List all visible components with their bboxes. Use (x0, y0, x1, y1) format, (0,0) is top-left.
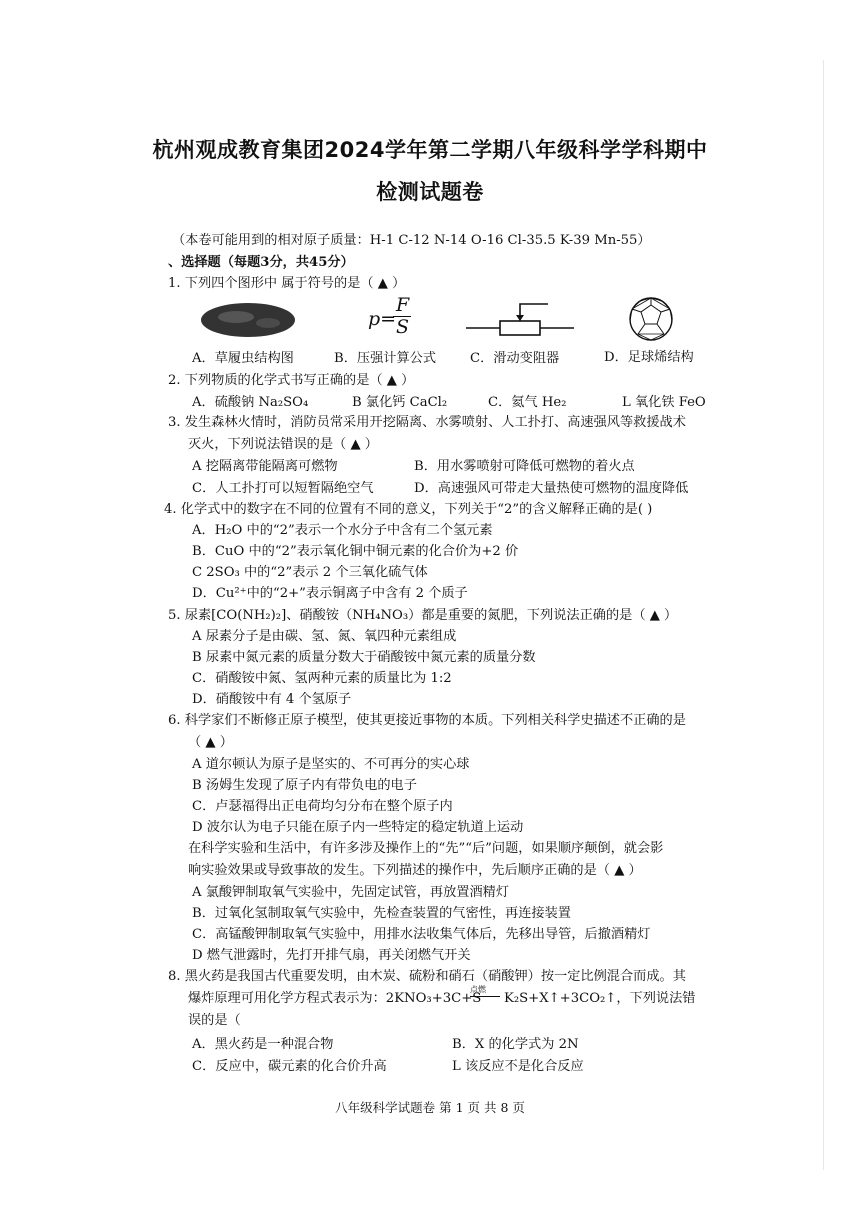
q4-option-c: C 2SO₃ 中的“2”表示 2 个三氧化硫气体 (192, 565, 428, 580)
q1-option-b: B．压强计算公式 (334, 351, 437, 366)
q8-option-d: L 该反应不是化合反应 (452, 1059, 584, 1074)
q1-stem: 1. 下列四个图形中 属于符号的是（ ▲ ） (168, 276, 406, 291)
q3-option-a: A 挖隔离带能隔离可燃物 (192, 459, 338, 474)
q3-option-b: B．用水雾喷射可降低可燃物的着火点 (414, 459, 635, 474)
rheostat-symbol (466, 298, 574, 338)
q1-option-d: D．足球烯结构 (604, 350, 694, 365)
fullerene-structure (628, 296, 674, 342)
q8-option-a: A．黑火药是一种混合物 (192, 1037, 334, 1052)
q6-stem-line2: （ ▲ ） (188, 735, 233, 750)
q5-option-c: C．硝酸铵中氮、氢两种元素的质量比为 1:2 (192, 671, 452, 686)
q3-stem-line2: 灭火，下列说法错误的是（ ▲ ） (188, 437, 378, 452)
q8-reaction-condition: 点燃 (470, 985, 486, 994)
q1-option-a: A．草履虫结构图 (192, 351, 294, 366)
q2-option-a: A．硫酸钠 Na₂SO₄ (192, 395, 309, 410)
q5-option-d: D．硝酸铵中有 4 个氢原子 (192, 692, 352, 707)
q3-option-c: C．人工扑打可以短暂隔绝空气 (192, 481, 374, 496)
q8-stem-line2a: 爆炸原理可用化学方程式表示为：2KNO₃+3C+S (188, 991, 482, 1006)
q2-option-c: C．氦气 He₂ (488, 395, 567, 410)
q3-option-d: D．高速强风可带走大量热使可燃物的温度降低 (414, 481, 689, 496)
q4-stem: 4. 化学式中的数字在不同的位置有不同的意义，下列关于“2”的含义解释正确的是( ) (164, 502, 653, 517)
q8-option-b: B．X 的化学式为 2N (452, 1037, 579, 1052)
q5-option-a: A 尿素分子是由碳、氢、氮、氧四种元素组成 (192, 629, 457, 644)
q7-option-c: C．高锰酸钾制取氧气实验中，用排水法收集气体后，先移出导管，后撤酒精灯 (192, 927, 651, 942)
q8-stem-line2b: K₂S+X↑+3CO₂↑，下列说法错 (504, 991, 696, 1006)
q6-option-a: A 道尔顿认为原子是坚实的、不可再分的实心球 (192, 757, 470, 772)
paramecium-figure (198, 300, 298, 344)
exam-title-line2: 检测试题卷 (376, 180, 484, 204)
q7-stem-line1: 在科学实验和生活中，有许多涉及操作上的“先”“后”问题，如果顺序颠倒，就会影 (188, 841, 664, 856)
q7-option-d: D 燃气泄露时，先打开排气扇，再关闭燃气开关 (192, 948, 471, 963)
q5-stem: 5. 尿素[CO(NH₂)₂]、硝酸铵（NH₄NO₃）都是重要的氮肥，下列说法正确的是（ ▲ ） (168, 608, 678, 623)
scan-edge-line (823, 60, 824, 1170)
q7-option-a: A 氯酸钾制取氧气实验中，先固定试管，再放置酒精灯 (192, 885, 510, 900)
q2-option-d: L 氧化铁 FeO (622, 395, 706, 410)
q8-reaction-arrow (470, 996, 500, 997)
q6-option-c: C．卢瑟福得出正电荷均匀分布在整个原子内 (192, 799, 453, 814)
q5-option-b: B 尿素中氮元素的质量分数大于硝酸铵中氮元素的质量分数 (192, 650, 536, 665)
q8-stem-line3: 误的是（ (188, 1013, 241, 1028)
q2-stem: 2. 下列物质的化学式书写正确的是（ ▲ ） (168, 373, 415, 388)
q1-option-c: C．滑动变阻器 (470, 351, 560, 366)
q6-option-d: D 波尔认为电子只能在原子内一些特定的稳定轨道上运动 (192, 820, 524, 835)
q8-option-c: C．反应中，碳元素的化合价升高 (192, 1059, 387, 1074)
q4-option-b: B．CuO 中的“2”表示氧化铜中铜元素的化合价为+2 价 (192, 544, 519, 559)
q6-stem-line1: 6. 科学家们不断修正原子模型，使其更接近事物的本质。下列相关科学史描述不正确的是 (168, 713, 686, 728)
q6-option-b: B 汤姆生发现了原子内有带负电的电子 (192, 778, 417, 793)
q7-option-b: B．过氧化氢制取氧气实验中，先检查装置的气密性，再连接装置 (192, 906, 571, 921)
exam-page: 杭州观成教育集团2024学年第二学期八年级科学学科期中 检测试题卷 （本卷可能用到的相对原子质量：H-1 C-12 N-14 O-16 Cl-35.5 K-39 Mn-55） 、选择题（每题3分，共45分） 1. 下列四个图形中 属于符号的是（ ▲ ） p= F S A．草履虫结构图 B．压强计算公式 C．滑动变阻器 D．足球烯结构 2. 下列物质的化学式书写正确的是（ ▲ ） A．硫酸钠 Na₂SO₄ B 氯化钙 CaCl₂ C．氦气 He₂ L 氧化铁 FeO 3. 发生森林火情时，消防员常采用开挖隔离、水雾喷射、人工扑打、高速强风等救援战术 灭火，下列说法错误的是（ ▲ ） A 挖隔离带能隔离可燃物 B．用水雾喷射可降低可燃物的着火点 C．人工扑打可以短暂隔绝空气 D．高速强风可带走大量热使可燃物的温度降低 4. 化学式中的数字在不同的位置有不同的意义，下列关于“2”的含义解释正确的是( ) A．H₂O 中的“2”表示一个水分子中含有二个氢元素 B．CuO 中的“2”表示氧化铜中铜元素的化合价为+2 价 C 2SO₃ 中的“2”表示 2 个三氧化硫气体 D．Cu²⁺中的“2+”表示铜离子中含有 2 个质子 5. 尿素[CO(NH₂)₂]、硝酸铵（NH₄NO₃）都是重要的氮肥，下列说法正确的是（ ▲ ） A 尿素分子是由碳、氢、氮、氧四种元素组成 B 尿素中氮元素的质量分数大于硝酸铵中氮元素的质量分数 C．硝酸铵中氮、氢两种元素的质量比为 1:2 D．硝酸铵中有 4 个氢原子 6. 科学家们不断修正原子模型，使其更接近事物的本质。下列相关科学史描述不正确的是 （ ▲ ） A 道尔顿认为原子是坚实的、不可再分的实心球 B 汤姆生发现了原子内有带负电的电子 C．卢瑟福得出正电荷均匀分布在整个原子内 D 波尔认为电子只能在原子内一些特定的稳定轨道上运动 在科学实验和生活中，有许多涉及操作上的“先”“后”问题，如果顺序颠倒，就会影 响实验效果或导致事故的发生。下列描述的操作中，先后顺序正确的是（ ▲ ） A 氯酸钾制取氧气实验中，先固定试管，再放置酒精灯 B．过氧化氢制取氧气实验中，先检查装置的气密性，再连接装置 C．高锰酸钾制取氧气实验中，用排水法收集气体后，先移出导管，后撤酒精灯 D 燃气泄露时，先打开排气扇，再关闭燃气开关 8. 黑火药是我国古代重要发明，由木炭、硫粉和硝石（硝酸钾）按一定比例混合而成。其 爆炸原理可用化学方程式表示为：2KNO₃+3C+S 点燃 K₂S+X↑+3CO₂↑，下列说法错 误的是（ A．黑火药是一种混合物 B．X 的化学式为 2N C．反应中，碳元素的化合价升高 L 该反应不是化合反应 八年级科学试题卷 第 1 页 共 8 页 (0, 0, 860, 1216)
page-footer: 八年级科学试题卷 第 1 页 共 8 页 (335, 1100, 525, 1115)
q7-stem-line2: 响实验效果或导致事故的发生。下列描述的操作中，先后顺序正确的是（ ▲ ） (188, 863, 642, 878)
atomic-mass-note: （本卷可能用到的相对原子质量：H-1 C-12 N-14 O-16 Cl-35.5 K-39 Mn-55） (172, 233, 651, 248)
q4-option-d: D．Cu²⁺中的“2+”表示铜离子中含有 2 个质子 (192, 586, 468, 601)
exam-title-line1: 杭州观成教育集团2024学年第二学期八年级科学学科期中 (152, 138, 708, 162)
q4-option-a: A．H₂O 中的“2”表示一个水分子中含有二个氢元素 (192, 523, 493, 538)
q3-stem-line1: 3. 发生森林火情时，消防员常采用开挖隔离、水雾喷射、人工扑打、高速强风等救援战术 (168, 415, 686, 430)
q2-option-b: B 氯化钙 CaCl₂ (352, 395, 448, 410)
q8-stem-line1: 8. 黑火药是我国古代重要发明，由木炭、硫粉和硝石（硝酸钾）按一定比例混合而成。其 (168, 969, 686, 984)
section-heading: 、选择题（每题3分，共45分） (168, 255, 354, 270)
